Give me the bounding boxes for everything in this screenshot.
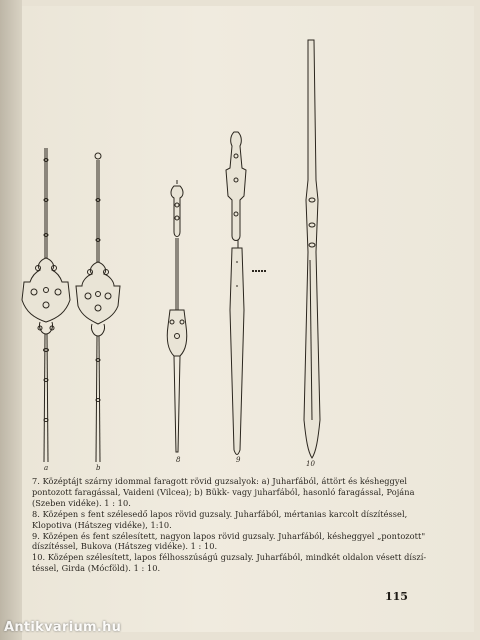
- caption-line: (Szeben vidéke). 1 : 10.: [32, 497, 131, 508]
- caption-line: Klopotiva (Hátszeg vidéke), 1:10.: [32, 519, 172, 530]
- distaff-a-drawing: [22, 148, 70, 462]
- figure-label-a: a: [44, 464, 49, 472]
- figure-label-9: 9: [236, 456, 241, 464]
- caption-line: téssel, Girda (Mócföld). 1 : 10.: [32, 563, 161, 574]
- caption-line: díszítéssel, Bukova (Hátszeg vidéke). 1 : 10.: [32, 541, 218, 552]
- figure-label-8: 8: [176, 456, 181, 464]
- distaff-8-drawing: [167, 180, 187, 452]
- caption-line: 8. Középen s fent szélesedő lapos rövid guzsaly. Juharfából, mértanias karcolt díszítéssel,: [32, 508, 408, 519]
- figure-label-10: 10: [306, 460, 315, 468]
- distaff-b-drawing: [76, 153, 120, 462]
- distaff-9-drawing: [226, 132, 266, 455]
- figure-caption: [32, 476, 432, 574]
- distaff-10-drawing: [304, 40, 320, 458]
- figure-label-b: b: [96, 464, 101, 472]
- page-number: 115: [385, 590, 408, 603]
- caption-line: 7. Középtájt szárny idommal faragott rövid guzsalyok: a) Juharfából, áttört és késheggyel: [32, 476, 408, 486]
- caption-line: 10. Középen szélesített, lapos félhosszúságú guzsaly. Juharfából, mindkét oldalon vésett díszí-: [32, 552, 427, 563]
- caption-line: 9. Középen és fent szélesített, nagyon lapos rövid guzsaly. Juharfából, késheggyel „pontozott": [32, 530, 426, 541]
- watermark: Antikvarium.hu: [4, 620, 122, 635]
- caption-line: pontozott faragással, Vaideni (Vilcea); b) Bükk- vagy juharfából, hasonló faragással, Pojána: [32, 486, 415, 497]
